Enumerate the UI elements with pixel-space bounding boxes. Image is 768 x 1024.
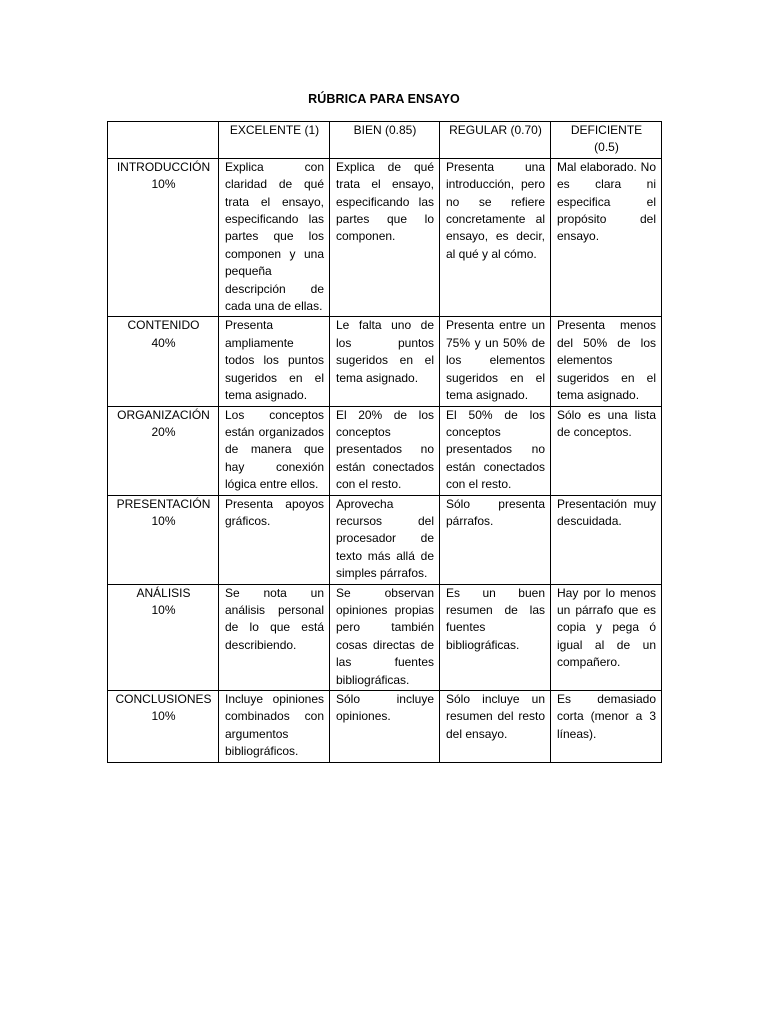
descriptor-cell: El 50% de los conceptos presentados no están conectados con el resto. — [440, 406, 551, 495]
criterion-name: CONCLUSIONES — [115, 692, 212, 706]
header-cell-excelente: EXCELENTE (1) — [219, 122, 330, 159]
criterion-cell — [108, 495, 219, 584]
descriptor-cell: Presenta menos del 50% de los elementos sugeridos en el tema asignado. — [551, 317, 662, 406]
descriptor-cell: Presenta apoyos gráficos. — [219, 495, 330, 584]
criterion-weight: 10% — [151, 177, 176, 192]
descriptor-cell: Presenta ampliamente todos los puntos sugeridos en el tema asignado. — [219, 317, 330, 406]
rubric-table — [107, 121, 662, 763]
criterion-weight: 10% — [151, 513, 176, 528]
table-row — [108, 584, 662, 690]
header-cell-bien: BIEN (0.85) — [330, 122, 440, 159]
descriptor-cell: Es un buen resumen de las fuentes bibliográficas. — [440, 584, 551, 690]
descriptor-cell: Incluye opiniones combinados con argumentos bibliográficos. — [219, 691, 330, 763]
descriptor-cell: Presentación muy descuidada. — [551, 495, 662, 584]
criterion-cell — [108, 691, 219, 763]
descriptor-cell: Sólo presenta párrafos. — [440, 495, 551, 584]
criterion-weight: 20% — [151, 424, 176, 439]
descriptor-cell: Mal elaborado. No es clara ni especifica el propósito del ensayo. — [551, 158, 662, 317]
criterion-cell — [108, 317, 219, 406]
descriptor-cell: Sólo incluye opiniones. — [330, 691, 440, 763]
descriptor-cell: Se observan opiniones propias pero también cosas directas de las fuentes bibliográficas. — [330, 584, 440, 690]
descriptor-cell: Sólo es una lista de conceptos. — [551, 406, 662, 495]
descriptor-cell: Presenta una introducción, pero no se refiere concretamente al ensayo, es decir, al qué y al cómo. — [440, 158, 551, 317]
criterion-name: INTRODUCCIÓN — [116, 159, 211, 174]
criterion-name: ORGANIZACIÓN — [117, 407, 210, 422]
criterion-name: CONTENIDO — [127, 318, 200, 333]
document-title: RÚBRICA PARA ENSAYO — [308, 92, 460, 106]
descriptor-cell: Explica de qué trata el ensayo, especificando las partes que lo componen. — [330, 158, 440, 317]
descriptor-cell: Se nota un análisis personal de lo que está describiendo. — [219, 584, 330, 690]
criterion-cell — [108, 158, 219, 317]
table-row — [108, 406, 662, 495]
table-row — [108, 158, 662, 317]
descriptor-cell: Explica con claridad de qué trata el ensayo, especificando las partes que los componen y una pequeña descripción de cada una de ellas. — [219, 158, 330, 317]
criterion-cell — [108, 406, 219, 495]
table-row — [108, 495, 662, 584]
criterion-name: PRESENTACIÓN — [116, 496, 211, 511]
descriptor-cell: Los conceptos están organizados de manera que hay conexión lógica entre ellos. — [219, 406, 330, 495]
descriptor-cell: Presenta entre un 75% y un 50% de los elementos sugeridos en el tema asignado. — [440, 317, 551, 406]
header-cell-regular: REGULAR (0.70) — [440, 122, 551, 159]
header-row — [108, 122, 662, 159]
descriptor-cell: Aprovecha recursos del procesador de texto más allá de simples párrafos. — [330, 495, 440, 584]
criterion-weight: 40% — [151, 335, 176, 350]
header-cell-empty — [108, 122, 219, 159]
criterion-name: ANÁLISIS — [136, 585, 191, 600]
criterion-cell — [108, 584, 219, 690]
descriptor-cell: Es demasiado corta (menor a 3 líneas). — [551, 691, 662, 763]
table-row — [108, 691, 662, 763]
descriptor-cell: Le falta uno de los puntos sugeridos en el tema asignado. — [330, 317, 440, 406]
descriptor-cell: Hay por lo menos un párrafo que es copia y pega ó igual al de un compañero. — [551, 584, 662, 690]
criterion-weight: 10% — [151, 602, 176, 617]
header-cell-deficiente: DEFICIENTE (0.5) — [551, 122, 662, 159]
descriptor-cell: El 20% de los conceptos presentados no están conectados con el resto. — [330, 406, 440, 495]
descriptor-cell: Sólo incluye un resumen del resto del ensayo. — [440, 691, 551, 763]
table-row — [108, 317, 662, 406]
criterion-weight: 10% — [151, 709, 176, 724]
